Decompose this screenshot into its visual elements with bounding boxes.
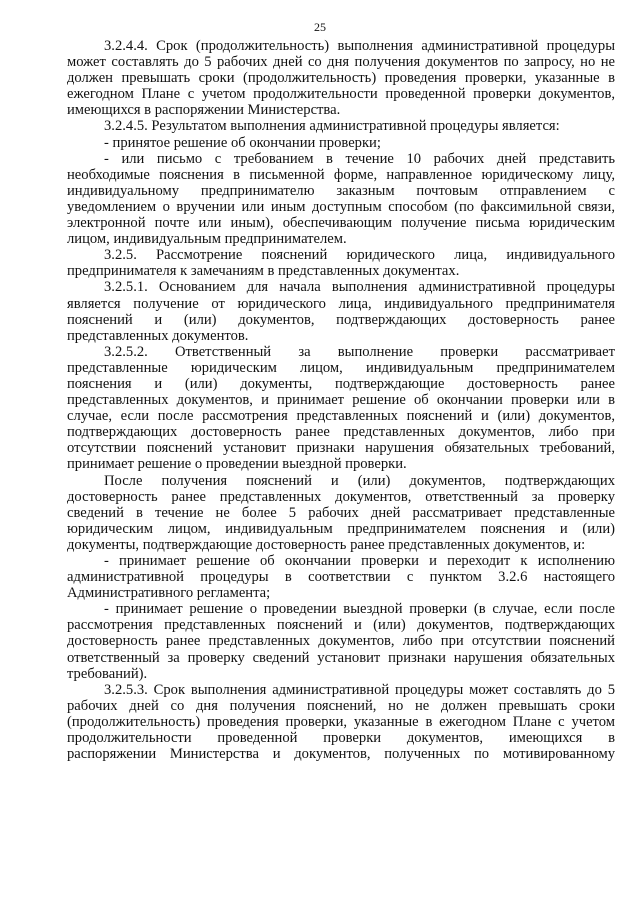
text-line: продолжительности проведенной проверки документов, имеющихся в [67,730,615,747]
text-line: представленные юридическим лицом, индивидуальным предпринимателем [67,359,615,376]
text-line: случае, если после рассмотрения представленных пояснений и (или) документов, [67,408,615,425]
text-line: 3.2.5.2. Ответственный за выполнение проверки рассматривает [104,343,615,360]
text-line: Административного регламента; [67,585,271,602]
text-line: распоряжении Министерства и документов, полученных по мотивированному [67,746,615,763]
text-line: является получение от юридического лица, индивидуального предпринимателя [67,295,615,312]
text-line: - принимает решение о проведении выездной проверки (в случае, если после [104,601,615,618]
text-line: 3.2.4.5. Результатом выполнения административной процедуры является: [104,118,560,135]
text-line: 3.2.5.1. Основанием для начала выполнения административной процедуры [104,279,615,296]
text-line: предпринимателя к замечаниям в представленных документах. [67,263,460,280]
text-line: принимает решение о проведении выездной проверки. [67,456,407,473]
text-line: - или письмо с требованием в течение 10 рабочих дней представить [104,150,615,167]
text-line: представленных документов. [67,327,249,344]
text-line: 3.2.5. Рассмотрение пояснений юридического лица, индивидуального [104,247,615,264]
text-line: 3.2.4.4. Срок (продолжительность) выполнения административной процедуры [104,38,615,54]
text-line: пояснения и (или) документы, подтверждающие достоверность ранее [67,375,615,392]
page-number: 25 [314,20,326,34]
text-line: - принятое решение об окончании проверки; [104,134,381,151]
text-line: После получения пояснений и (или) документов, подтверждающих [104,472,615,489]
text-line: достоверность ранее представленных документов, либо при отсутствии пояснений [67,633,615,650]
text-line: - принимает решение об окончании проверки и переходит к исполнению [104,553,615,569]
text-line: пояснений и (или) документов, подтверждающих достоверность ранее [67,311,615,328]
text-line: может составлять до 5 рабочих дней со дня получения документов по запросу, но не [67,54,615,71]
text-line: ежегодном Плане с учетом продолжительности проведенной проверки документов, [67,86,615,103]
text-line: 3.2.5.3. Срок выполнения административной процедуры может составлять до 5 [104,681,615,698]
text-line: отсутствии пояснений установит признаки нарушения обязательных требований, [67,440,615,457]
text-line: (продолжительность) проведения проверки, указанные в ежегодном Плане с учетом [67,713,615,730]
text-line: представленных документов, и принимает решение об окончании проверки или в [67,392,615,409]
text-line: необходимые пояснения в письменной форме, направленное юридическому лицу, [67,166,615,183]
text-line: рассмотрения представленных пояснений и (или) документов, подтверждающих [67,617,615,634]
text-line: лицом, индивидуальным предпринимателем. [67,231,347,248]
text-line: имеющихся в распоряжении Министерства. [67,102,341,119]
text-line: рабочих дней со дня получения пояснений, но не должен превышать сроки [67,697,615,714]
document-body [67,38,615,762]
text-line: административной процедуры в соответствии с пунктом 3.2.6 настоящего [67,569,615,586]
text-line: индивидуальному предпринимателю заказным почтовым отправлением с [67,182,615,199]
text-line: сведений в течение не более 5 рабочих дней рассматривает представленные [67,504,615,521]
text-line: юридическим лицом, индивидуальным предпринимателем пояснения и (или) [67,520,615,537]
text-line: подтверждающих достоверность ранее представленных документов, либо при [67,424,615,441]
text-line: должен превышать сроки (продолжительность) проведения проверки, указанные в [67,70,615,87]
text-line: требований). [67,665,148,682]
text-line: документы, подтверждающие достоверность ранее представленных документов, и: [67,536,586,553]
text-line: достоверность ранее представленных документов, ответственный за проверку [67,488,615,505]
text-line: ответственный за проверку сведений установит признаки нарушения обязательных [67,649,615,666]
text-line: электронной почте или иным), обеспечивающим получение письма юридическим [67,215,615,232]
text-line: уведомлением о вручении или иным доступным способом (по факсимильной связи, [67,198,615,215]
